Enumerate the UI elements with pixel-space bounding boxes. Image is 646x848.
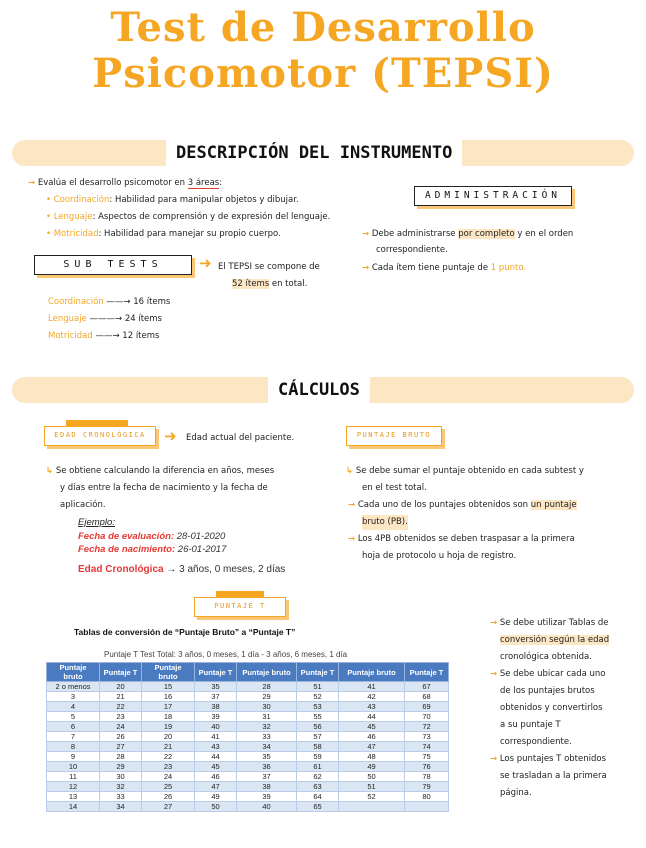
bruto-5-content: Los 4PB obtenidos se deben traspasar a la primera <box>357 534 575 544</box>
table-cell: 38 <box>195 702 237 712</box>
count-item <box>48 295 170 310</box>
t-note-7: a su puntaje T <box>500 720 561 730</box>
intro-text <box>28 176 222 191</box>
section-heading-descripcion: DESCRIPCIÓN DEL INSTRUMENTO <box>166 140 462 166</box>
table-cell: 36 <box>237 762 297 772</box>
column-header: Puntaje T <box>297 663 339 682</box>
area-item <box>46 210 330 225</box>
table-header-row <box>47 663 449 682</box>
area-text: : Habilidad para manipular objetos y dibujar. <box>109 195 299 205</box>
table-cell: 20 <box>100 682 142 692</box>
table-cell: 75 <box>405 752 449 762</box>
table-cell: 14 <box>47 802 100 812</box>
t-note-1 <box>490 616 609 631</box>
admin-2a: Cada ítem tiene puntaje de <box>371 263 491 273</box>
area-text: : Aspectos de comprensión y de expresión del lenguaje. <box>92 212 331 222</box>
bullet-icon: • <box>46 195 52 205</box>
arrow-icon: → <box>348 534 356 544</box>
return-arrow-icon: ↳ <box>46 466 54 476</box>
table-cell: 39 <box>195 712 237 722</box>
column-header: Puntaje bruto <box>142 663 195 682</box>
bruto-text-6: hoja de protocolo u hoja de registro. <box>362 551 517 561</box>
table-cell: 22 <box>100 702 142 712</box>
arrow-right-icon: ➜ <box>164 427 177 445</box>
count-name: Lenguaje <box>48 314 87 324</box>
count-value: 16 ítems <box>133 297 171 307</box>
table-cell: 35 <box>195 682 237 692</box>
table-caption: Puntaje T Test Total: 3 años, 0 meses, 1 día - 3 años, 6 meses, 1 día <box>104 650 348 659</box>
table-cell: 29 <box>100 762 142 772</box>
table-cell: 70 <box>405 712 449 722</box>
table-cell: 68 <box>405 692 449 702</box>
table-row <box>47 682 449 692</box>
arrow-icon: → <box>362 263 370 273</box>
bruto-text-5 <box>348 532 575 547</box>
table-cell: 33 <box>237 732 297 742</box>
page-title-line-2: Psicomotor (TEPSI) <box>92 50 554 97</box>
table-cell: 50 <box>339 772 405 782</box>
edad-text-2: y días entre la fecha de nacimiento y la fecha de <box>60 483 268 493</box>
table-cell: 55 <box>297 712 339 722</box>
conversion-table-wrap <box>46 662 449 812</box>
table-cell: 62 <box>297 772 339 782</box>
fecha-nacimiento <box>78 543 226 556</box>
fecha-nac-label: Fecha de nacimiento: <box>78 544 176 555</box>
table-cell: 40 <box>195 722 237 732</box>
count-item <box>48 329 159 344</box>
total-suffix: en total. <box>269 279 308 289</box>
fecha-eval-label: Fecha de evaluación: <box>78 531 175 542</box>
table-cell: 10 <box>47 762 100 772</box>
table-cell: 50 <box>195 802 237 812</box>
table-cell: 46 <box>339 732 405 742</box>
edad-def-text: Edad actual del paciente. <box>186 433 295 443</box>
t-note-10: se trasladan a la primera <box>500 771 607 781</box>
table-row <box>47 792 449 802</box>
arrow-icon: → <box>362 229 370 239</box>
table-row <box>47 722 449 732</box>
table-cell: 40 <box>237 802 297 812</box>
table-cell: 76 <box>405 762 449 772</box>
area-text: : Habilidad para manejar su propio cuerpo. <box>98 229 281 239</box>
table-cell: 45 <box>195 762 237 772</box>
table-cell: 9 <box>47 752 100 762</box>
table-cell: 39 <box>237 792 297 802</box>
table-cell: 73 <box>405 732 449 742</box>
table-cell: 59 <box>297 752 339 762</box>
table-cell: 11 <box>47 772 100 782</box>
table-cell: 80 <box>405 792 449 802</box>
table-cell: 33 <box>100 792 142 802</box>
admin-note-2 <box>362 261 526 276</box>
t-note-6: obtenidos y convertirlos <box>500 703 603 713</box>
table-cell: 21 <box>142 742 195 752</box>
table-cell: 16 <box>142 692 195 702</box>
table-cell: 25 <box>142 782 195 792</box>
table-cell: 26 <box>142 792 195 802</box>
count-value: 24 ítems <box>124 314 162 324</box>
t-note-9-text: Los puntajes T obtenidos <box>499 754 607 764</box>
table-cell: 12 <box>47 782 100 792</box>
table-cell: 42 <box>339 692 405 702</box>
table-cell <box>339 802 405 812</box>
area-name: Coordinación <box>53 195 110 205</box>
table-cell: 2 o menos <box>47 682 100 692</box>
bruto-3b: un puntaje <box>530 500 577 510</box>
bruto-text-4: bruto (PB). <box>362 515 408 530</box>
arrow-icon: → <box>348 500 356 510</box>
admin-1c: y en el orden <box>514 229 574 239</box>
table-cell: 7 <box>47 732 100 742</box>
t-note-8: correspondiente. <box>500 737 572 747</box>
column-header: Puntaje bruto <box>339 663 405 682</box>
arrow-icon: → <box>490 669 498 679</box>
table-cell: 51 <box>297 682 339 692</box>
ejemplo-label: Ejemplo: <box>78 517 115 528</box>
table-cell: 5 <box>47 712 100 722</box>
table-cell: 8 <box>47 742 100 752</box>
count-value: 12 ítems <box>122 331 160 341</box>
table-cell: 21 <box>100 692 142 702</box>
bruto-text-2: en el test total. <box>362 483 427 493</box>
arrow-right-icon: ➜ <box>199 254 212 272</box>
intro-suffix: : <box>219 178 223 188</box>
column-header: Puntaje T <box>100 663 142 682</box>
table-cell: 29 <box>237 692 297 702</box>
table-cell: 58 <box>297 742 339 752</box>
table-row <box>47 712 449 722</box>
table-cell: 43 <box>339 702 405 712</box>
table-row <box>47 782 449 792</box>
edad-definition <box>186 431 294 446</box>
table-cell: 65 <box>297 802 339 812</box>
table-row <box>47 742 449 752</box>
table-cell: 15 <box>142 682 195 692</box>
t-note-1-text: Se debe utilizar Tablas de <box>499 618 609 628</box>
bruto-3a: Cada uno de los puntajes obtenidos son <box>357 500 531 510</box>
admin-2b: 1 punto. <box>490 263 527 273</box>
puntaje-bruto-box: PUNTAJE BRUTO <box>346 426 442 446</box>
table-cell: 18 <box>142 712 195 722</box>
subtests-note-1: El TEPSI se compone de <box>218 262 320 272</box>
bruto-text-1 <box>346 464 584 479</box>
table-cell: 30 <box>237 702 297 712</box>
table-cell: 28 <box>100 752 142 762</box>
fecha-eval-value: 28-01-2020 <box>176 531 226 542</box>
table-cell: 47 <box>339 742 405 752</box>
total-items: 52 ítems <box>232 279 270 289</box>
table-row <box>47 762 449 772</box>
table-cell: 32 <box>237 722 297 732</box>
table-cell: 63 <box>297 782 339 792</box>
arrow-icon: → <box>28 178 36 188</box>
section-heading-calculos: CÁLCULOS <box>268 377 370 403</box>
table-cell: 19 <box>142 722 195 732</box>
t-note-4-text: Se debe ubicar cada uno <box>499 669 606 679</box>
edad-result-value: → 3 años, 0 meses, 2 días <box>166 564 286 575</box>
table-row <box>47 772 449 782</box>
puntaje-t-box: PUNTAJE T <box>194 597 286 617</box>
bullet-icon: • <box>46 229 52 239</box>
area-name: Motricidad <box>53 229 99 239</box>
arrow-icon: → <box>490 618 498 628</box>
table-cell: 41 <box>339 682 405 692</box>
table-cell: 74 <box>405 742 449 752</box>
table-cell: 52 <box>339 792 405 802</box>
table-cell: 37 <box>237 772 297 782</box>
edad-result-label: Edad Cronológica <box>78 564 164 575</box>
table-cell: 26 <box>100 732 142 742</box>
table-cell: 48 <box>339 752 405 762</box>
edad-text-1-content: Se obtiene calculando la diferencia en años, meses <box>55 466 275 476</box>
edad-text-1 <box>46 464 274 479</box>
table-cell: 78 <box>405 772 449 782</box>
table-cell: 38 <box>237 782 297 792</box>
table-cell: 27 <box>100 742 142 752</box>
page-title-line-1: Test de Desarrollo <box>110 4 536 51</box>
area-item <box>46 227 281 242</box>
table-cell: 61 <box>297 762 339 772</box>
edad-text-3: aplicación. <box>60 500 106 510</box>
count-name: Motricidad <box>48 331 93 341</box>
arrow-icon: ———→ <box>89 314 125 324</box>
arrow-icon: ——→ <box>95 331 123 341</box>
t-note-5: de los puntajes brutos <box>500 686 595 696</box>
table-row <box>47 692 449 702</box>
table-cell: 3 <box>47 692 100 702</box>
subtests-box: SUB TESTS <box>34 255 192 275</box>
table-row <box>47 752 449 762</box>
t-note-11: página. <box>500 788 532 798</box>
intro-prefix: Evalúa el desarrollo psicomotor en <box>37 178 188 188</box>
area-name: Lenguaje <box>53 212 93 222</box>
conversion-table <box>46 662 449 812</box>
table-row <box>47 802 449 812</box>
table-cell: 49 <box>339 762 405 772</box>
admin-note-1 <box>362 227 573 242</box>
t-note-3: cronológica obtenida. <box>500 652 592 662</box>
bruto-text-3 <box>348 498 577 513</box>
table-cell: 13 <box>47 792 100 802</box>
bruto-1-content: Se debe sumar el puntaje obtenido en cada subtest y <box>355 466 584 476</box>
fecha-nac-value: 26-01-2017 <box>177 544 227 555</box>
t-note-4 <box>490 667 606 682</box>
admin-note-1-cont: correspondiente. <box>376 245 448 255</box>
edad-cronologica-box: EDAD CRONOLÓGICA <box>44 426 156 446</box>
table-cell: 67 <box>405 682 449 692</box>
column-header: Puntaje T <box>195 663 237 682</box>
table-cell: 34 <box>100 802 142 812</box>
table-cell: 17 <box>142 702 195 712</box>
table-cell: 24 <box>100 722 142 732</box>
table-cell: 24 <box>142 772 195 782</box>
table-cell <box>405 802 449 812</box>
table-cell: 23 <box>142 762 195 772</box>
table-cell: 51 <box>339 782 405 792</box>
fecha-evaluacion <box>78 530 225 543</box>
table-cell: 64 <box>297 792 339 802</box>
table-cell: 46 <box>195 772 237 782</box>
table-title: Tablas de conversión de “Puntaje Bruto” a “Puntaje T” <box>74 627 296 637</box>
subtests-note-2 <box>232 277 307 292</box>
table-cell: 34 <box>237 742 297 752</box>
table-cell: 57 <box>297 732 339 742</box>
table-cell: 43 <box>195 742 237 752</box>
admin-1a: Debe administrarse <box>371 229 459 239</box>
arrow-icon: ——→ <box>106 297 134 307</box>
column-header: Puntaje T <box>405 663 449 682</box>
arrow-icon: → <box>490 754 498 764</box>
column-header: Puntaje bruto <box>237 663 297 682</box>
t-note-2-text: conversión según la edad <box>500 635 610 645</box>
intro-highlight: 3 áreas <box>187 178 220 188</box>
table-cell: 20 <box>142 732 195 742</box>
table-cell: 41 <box>195 732 237 742</box>
t-note-2 <box>500 633 609 648</box>
table-cell: 49 <box>195 792 237 802</box>
table-cell: 72 <box>405 722 449 732</box>
table-cell: 30 <box>100 772 142 782</box>
table-cell: 52 <box>297 692 339 702</box>
table-row <box>47 732 449 742</box>
t-note-9 <box>490 752 606 767</box>
table-cell: 45 <box>339 722 405 732</box>
table-cell: 31 <box>237 712 297 722</box>
table-cell: 47 <box>195 782 237 792</box>
area-item <box>46 193 299 208</box>
table-cell: 28 <box>237 682 297 692</box>
count-item <box>48 312 162 327</box>
table-cell: 35 <box>237 752 297 762</box>
column-header: Puntaje bruto <box>47 663 100 682</box>
administracion-box: ADMINISTRACIÓN <box>414 186 572 206</box>
table-cell: 44 <box>195 752 237 762</box>
table-cell: 69 <box>405 702 449 712</box>
table-cell: 53 <box>297 702 339 712</box>
bullet-icon: • <box>46 212 52 222</box>
table-cell: 23 <box>100 712 142 722</box>
table-cell: 6 <box>47 722 100 732</box>
count-name: Coordinación <box>48 297 104 307</box>
table-cell: 44 <box>339 712 405 722</box>
table-cell: 79 <box>405 782 449 792</box>
table-cell: 22 <box>142 752 195 762</box>
return-arrow-icon: ↳ <box>346 466 354 476</box>
table-row <box>47 702 449 712</box>
table-cell: 37 <box>195 692 237 702</box>
table-cell: 32 <box>100 782 142 792</box>
table-cell: 4 <box>47 702 100 712</box>
admin-1b: por completo <box>458 229 515 239</box>
table-cell: 27 <box>142 802 195 812</box>
edad-result <box>78 563 285 576</box>
table-cell: 56 <box>297 722 339 732</box>
